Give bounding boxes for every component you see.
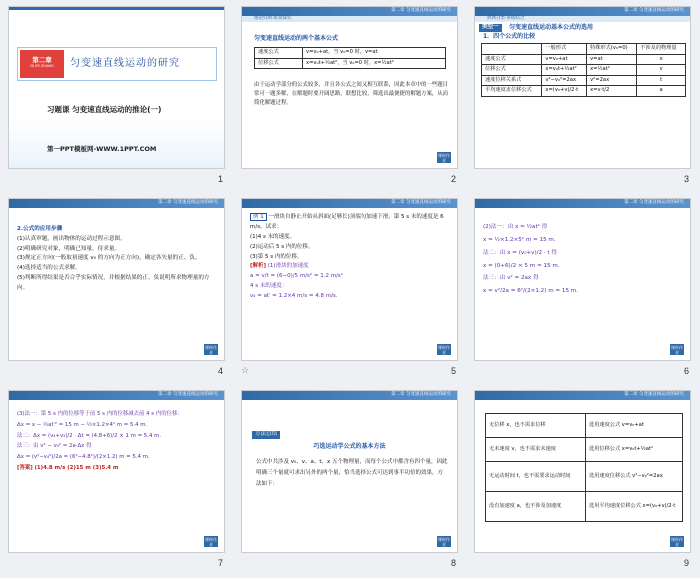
table-cell: x=v·t/2 bbox=[587, 86, 637, 97]
slide-4 bbox=[8, 198, 225, 361]
table-row bbox=[482, 54, 686, 65]
body-paragraph: 由于运动学部分的公式较多，并且各公式之间又相互联系，因此本章中的一些题目常可一题多解，在解题时要开阔思路，联想比较，筛选出最便捷的解题方案，从而简化解题过程。 bbox=[254, 82, 449, 107]
section-tag-label: 理论归纳·新知探究 bbox=[254, 16, 292, 21]
table-row bbox=[486, 462, 683, 492]
slide-thumb-3[interactable] bbox=[466, 0, 699, 192]
table-cell: x bbox=[637, 54, 686, 65]
equation: v₄ = at′ = 1.2×4 m/s = 4.8 m/s. bbox=[250, 293, 338, 300]
answer-label: [答案] bbox=[17, 465, 33, 472]
table-cell: 平均速度求位移公式 bbox=[482, 86, 542, 97]
table-cell: 无末速度 v，也不需求末速度 bbox=[486, 438, 586, 462]
table-row bbox=[255, 48, 446, 59]
solution-line: 法二：Δx = (v₄+v₅)/2 · Δt = (4.8+6)/2 × 1 m = 5.4 m. bbox=[17, 432, 162, 439]
chapter-pinyin: DI ER ZHANG bbox=[30, 64, 54, 69]
solution-line: 法三：由 v² = 2ax 得 bbox=[483, 275, 539, 282]
slide-title: 匀变速直线运动的研究 bbox=[70, 58, 180, 69]
slide-thumb-7[interactable] bbox=[0, 384, 233, 576]
table-row bbox=[482, 75, 686, 86]
solution-line: (3)法一：第 5 s 内的位移等于前 5 s 内的位移减去前 4 s 内的位移： bbox=[17, 411, 183, 417]
table-cell: v²−v₀²=2ax bbox=[542, 75, 587, 86]
section-tag bbox=[242, 16, 457, 22]
table-header: 不涉及的物理量 bbox=[637, 44, 686, 55]
table-cell: 位移公式 bbox=[482, 65, 542, 76]
example-label: 例 1 bbox=[250, 213, 267, 221]
comparison-table bbox=[481, 43, 686, 97]
slide-header bbox=[9, 199, 224, 208]
next-button[interactable]: 课时作业 bbox=[671, 345, 683, 355]
slide-thumb-6[interactable] bbox=[466, 192, 699, 384]
problem-text: 一滑块自静止开始从斜面(足够长)顶端匀加速下滑，第 5 s 末的速度是 6 m/s，试求： bbox=[250, 214, 444, 230]
slide-9 bbox=[474, 390, 691, 553]
body-paragraph: 公式中共涉及 v₀、v、a、t、x 五个物理量，而每个公式中都含有四个量，因此明确三个量就可求出另外的两个量，恰当选择公式可达到事半功倍的效果，方法如下： bbox=[256, 459, 448, 487]
table-cell: 速度位移关系式 bbox=[482, 75, 542, 86]
table-cell: x=½at² bbox=[587, 65, 637, 76]
slide-number: 2 bbox=[450, 174, 456, 184]
table-cell: 无位移 x，也不需求位移 bbox=[486, 414, 586, 438]
table-row bbox=[482, 65, 686, 76]
slide-number: 9 bbox=[683, 558, 689, 568]
slide-number: 8 bbox=[450, 558, 456, 568]
table-cell: v²=2ax bbox=[587, 75, 637, 86]
solution-line: x = (0+6)/2 × 5 m = 15 m. bbox=[483, 262, 560, 269]
list-item: (1)认真审题，画出物体的运动过程示意图。 bbox=[17, 235, 126, 242]
equation: a = v/t = (6−0)/5 m/s² = 1.2 m/s² bbox=[250, 273, 344, 280]
chapter-title: 第二章 匀变速直线运动的研究 bbox=[624, 392, 684, 397]
question-item: (1)4 s 末的速度。 bbox=[250, 233, 296, 240]
slide-number: 5 bbox=[450, 366, 456, 376]
slide-header bbox=[475, 391, 690, 400]
type-badge: 类型一 bbox=[479, 24, 502, 32]
solution-line: x = ½×1.2×5² m = 15 m. bbox=[483, 236, 556, 243]
title-banner bbox=[17, 47, 217, 81]
slide-number: 1 bbox=[217, 174, 223, 184]
table-row bbox=[486, 438, 683, 462]
top-stripe bbox=[9, 7, 224, 10]
slide-thumb-2[interactable] bbox=[233, 0, 466, 192]
chapter-title: 第二章 匀变速直线运动的研究 bbox=[391, 392, 451, 397]
slide-7 bbox=[8, 390, 225, 553]
method-title: 巧选运动学公式的基本方法 bbox=[313, 443, 386, 450]
list-item: (3)规定正方向(一般取初速度 v₀ 的方向为正方向)，确定各矢量的正、负。 bbox=[17, 255, 201, 262]
chapter-title: 第二章 匀变速直线运动的研究 bbox=[624, 8, 684, 13]
slide-2 bbox=[241, 6, 458, 169]
slide-number: 7 bbox=[217, 558, 223, 568]
chapter-title: 第二章 匀变速直线运动的研究 bbox=[391, 200, 451, 205]
list-item: (4)选择适当的公式求解。 bbox=[17, 265, 81, 272]
table-cell: 无运动时间 t，也不需要求运动时间 bbox=[486, 462, 586, 492]
question-item: (3)第 5 s 内的位移。 bbox=[250, 253, 303, 260]
slide-header bbox=[9, 391, 224, 400]
solution-line: Δx = x − ½at′² = 15 m − ½×1.2×4² m = 5.4 m. bbox=[17, 421, 148, 428]
table-cell: 没有加速度 a，也不涉及加速度 bbox=[486, 492, 586, 522]
equation-label: 4 s 末的速度： bbox=[250, 283, 288, 290]
table-cell: x=v₀t+½at²，当 v₀=0 时，x=½at² bbox=[303, 58, 446, 69]
chapter-title: 第二章 匀变速直线运动的研究 bbox=[158, 200, 218, 205]
chapter-title: 第二章 匀变速直线运动的研究 bbox=[158, 392, 218, 397]
slide-thumb-9[interactable] bbox=[466, 384, 699, 576]
next-button[interactable]: 课时作业 bbox=[205, 537, 217, 547]
table-cell: x=v₀t+½at² bbox=[542, 65, 587, 76]
solution-line: 法三：由 v² − v₄² = 2a·Δx 得 bbox=[17, 443, 92, 450]
table-header-row bbox=[482, 44, 686, 55]
next-button[interactable]: 课时作业 bbox=[205, 345, 217, 355]
slide-6 bbox=[474, 198, 691, 361]
table-cell: 选用位移公式 x=v₀t+½at² bbox=[586, 438, 683, 462]
slide-thumb-1[interactable] bbox=[0, 0, 233, 192]
section-tag-label: 典例分类·讲练结合 bbox=[487, 16, 525, 21]
table-cell: 选用速度公式 v=v₀+at bbox=[586, 414, 683, 438]
method-table bbox=[485, 413, 683, 522]
slide-thumb-5[interactable] bbox=[233, 192, 466, 384]
slide-3 bbox=[474, 6, 691, 169]
formula-table bbox=[254, 47, 446, 69]
chapter-label: 第二章 bbox=[32, 56, 52, 64]
section-tag bbox=[475, 16, 690, 22]
slide-footer: 第一PPT模板网-WWW.1PPT.COM bbox=[47, 145, 157, 153]
slide-number: 4 bbox=[217, 366, 223, 376]
solution-line: (2)法一：由 x = ½at² 得 bbox=[483, 224, 548, 230]
slide-number: 3 bbox=[683, 174, 689, 184]
chapter-title: 第二章 匀变速直线运动的研究 bbox=[624, 200, 684, 205]
slide-thumb-4[interactable] bbox=[0, 192, 233, 384]
method-badge: 方法总结 bbox=[252, 431, 280, 439]
table-row bbox=[486, 492, 683, 522]
table-cell: v bbox=[637, 65, 686, 76]
slide-header bbox=[475, 199, 690, 208]
type-title: 匀变速直线运动基本公式的选用 bbox=[509, 24, 594, 31]
section-heading: 2.公式的应用步骤 bbox=[17, 226, 63, 232]
chapter-title: 第二章 匀变速直线运动的研究 bbox=[391, 8, 451, 13]
slide-header bbox=[242, 391, 457, 400]
slide-1 bbox=[8, 6, 225, 169]
solution-line: Δx = (v²−v₄²)/2a = (6²−4.8²)/(2×1.2) m = 5.4 m. bbox=[17, 454, 150, 461]
slide-header bbox=[242, 199, 457, 208]
table-cell: 选用速度位移公式 v²−v₀²=2ax bbox=[586, 462, 683, 492]
next-button[interactable]: 课时作业 bbox=[438, 345, 450, 355]
table-header: 一般形式 bbox=[542, 44, 587, 55]
table-cell: v=v₀+at，当 v₀=0 时，v=at bbox=[303, 48, 446, 59]
analysis-text: (1)滑块的加速度 bbox=[267, 263, 309, 270]
chapter-badge bbox=[20, 50, 64, 78]
slide-8 bbox=[241, 390, 458, 553]
table-cell: a bbox=[637, 86, 686, 97]
section-sub: 1．四个公式的比较 bbox=[483, 33, 536, 40]
solution-line: x = v²/2a = 6²/(2×1.2) m = 15 m. bbox=[483, 288, 579, 295]
table-row bbox=[486, 414, 683, 438]
table-cell: 速度公式 bbox=[255, 48, 303, 59]
table-header bbox=[482, 44, 542, 55]
next-button[interactable]: 课时作业 bbox=[438, 153, 450, 163]
next-button[interactable]: 课时作业 bbox=[671, 537, 683, 547]
table-cell: v=at bbox=[587, 54, 637, 65]
solution-block bbox=[483, 221, 683, 298]
table-row bbox=[255, 58, 446, 69]
slide-header bbox=[242, 7, 457, 16]
solution-block bbox=[17, 409, 219, 474]
next-button[interactable]: 课时作业 bbox=[438, 537, 450, 547]
section-heading: 匀变速直线运动的两个基本公式 bbox=[254, 35, 339, 42]
example-block bbox=[250, 213, 450, 302]
table-cell: 选用平均速度位移公式 x=(v₀+v)/2·t bbox=[586, 492, 683, 522]
slide-number: 6 bbox=[683, 366, 689, 376]
table-cell: v=v₀+at bbox=[542, 54, 587, 65]
table-row bbox=[482, 86, 686, 97]
slide-header bbox=[475, 7, 690, 16]
slide-subtitle: 习题课 匀变速直线运动的推论(一) bbox=[47, 105, 162, 114]
steps-block bbox=[17, 225, 217, 293]
question-item: (2)运动后 5 s 内的位移。 bbox=[250, 243, 314, 250]
slide-5 bbox=[241, 198, 458, 361]
slide-thumb-8[interactable] bbox=[233, 384, 466, 576]
answer-text: (1)4.8 m/s (2)15 m (3)5.4 m bbox=[34, 465, 119, 472]
table-cell: 位移公式 bbox=[255, 58, 303, 69]
table-cell: x=(v₀+v)/2·t bbox=[542, 86, 587, 97]
solution-line: 法二：由 x = (v₀+v)/2 · t 得 bbox=[483, 249, 557, 256]
table-cell: 速度公式 bbox=[482, 54, 542, 65]
list-item: (2)明确研究对象，明确已知量、待求量。 bbox=[17, 245, 121, 252]
list-item: (5)判断所得结果是否合乎实际情况，并根据结果的正、负说明所求物理量的方向。 bbox=[17, 274, 210, 291]
analysis-label: [解析] bbox=[250, 263, 267, 270]
table-cell: t bbox=[637, 75, 686, 86]
star-icon[interactable]: ☆ bbox=[241, 366, 250, 376]
table-header: 特殊形式(v₀=0) bbox=[587, 44, 637, 55]
